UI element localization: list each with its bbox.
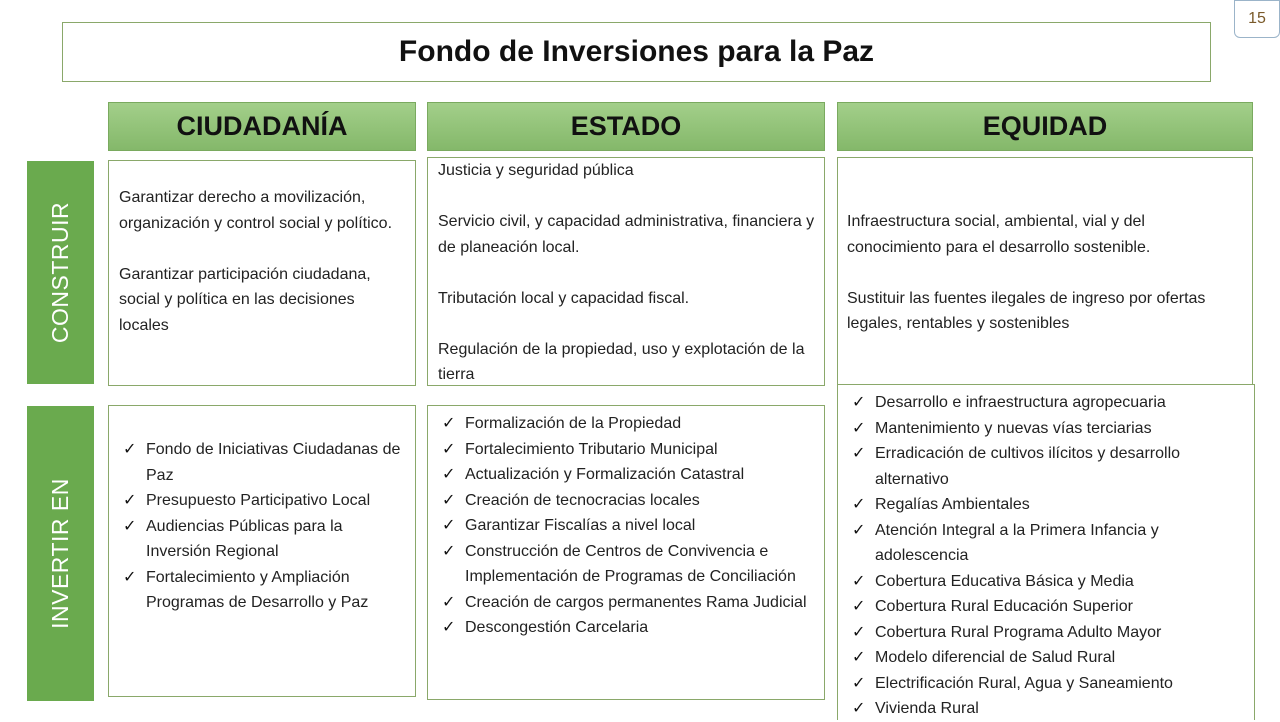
list-item: ✓ Presupuesto Participativo Local bbox=[117, 488, 407, 514]
check-icon: ✓ bbox=[852, 445, 866, 462]
list-item: ✓ Vivienda Rural bbox=[846, 696, 1250, 722]
column-header-estado: ESTADO bbox=[427, 102, 825, 151]
list-item: ✓ Cobertura Rural Educación Superior bbox=[846, 594, 1250, 620]
check-icon: ✓ bbox=[852, 700, 866, 717]
page-number: 15 bbox=[1234, 0, 1280, 38]
check-icon: ✓ bbox=[442, 466, 456, 483]
list-item: ✓ Formalización de la Propiedad bbox=[436, 411, 818, 437]
list-item: ✓ Mantenimiento y nuevas vías terciarias bbox=[846, 416, 1250, 442]
check-icon: ✓ bbox=[852, 674, 866, 692]
cell-construir-ciudadania bbox=[108, 160, 416, 386]
check-icon: ✓ bbox=[442, 440, 456, 458]
list-item: ✓ Cobertura Rural Programa Adulto Mayor bbox=[846, 620, 1250, 646]
cell-paragraph: Regulación de la propiedad, uso y explotación de la tierra bbox=[438, 340, 805, 383]
list-item: ✓ Construcción de Centros de Convivencia e Implementación de Programas de Conciliación bbox=[436, 539, 818, 590]
list-item: ✓ Creación de tecnocracias locales bbox=[436, 488, 818, 514]
check-icon: ✓ bbox=[852, 496, 866, 513]
list-item: ✓ Audiencias Públicas para la Inversión Regional bbox=[117, 514, 407, 565]
check-icon: ✓ bbox=[852, 623, 866, 641]
column-header-equidad: EQUIDAD bbox=[837, 102, 1253, 151]
check-icon: ✓ bbox=[852, 572, 866, 590]
list-item: ✓ Garantizar Fiscalías a nivel local bbox=[436, 513, 818, 539]
check-icon: ✓ bbox=[442, 619, 456, 636]
list-item: ✓ Fortalecimiento Tributario Municipal bbox=[436, 437, 818, 463]
cell-paragraph: Justicia y seguridad pública bbox=[438, 162, 634, 179]
check-icon: ✓ bbox=[442, 415, 456, 432]
check-icon: ✓ bbox=[123, 568, 137, 586]
cell-paragraph: Infraestructura social, ambiental, vial y del conocimiento para el desarrollo sostenible. bbox=[847, 213, 1151, 256]
list-item: ✓ Descongestión Carcelaria bbox=[436, 615, 818, 641]
row-header-invertir-label: INVERTIR EN bbox=[47, 478, 73, 629]
column-header-ciudadania: CIUDADANÍA bbox=[108, 102, 416, 151]
cell-paragraph: Garantizar participación ciudadana, social y política en las decisiones locales bbox=[119, 265, 371, 334]
cell-invertir-equidad bbox=[837, 384, 1255, 720]
row-header-construir bbox=[27, 161, 94, 384]
check-icon: ✓ bbox=[852, 521, 866, 539]
check-icon: ✓ bbox=[123, 441, 137, 458]
cell-paragraph: Garantizar derecho a movilización, organización y control social y político. bbox=[119, 189, 393, 232]
slide-title-box bbox=[62, 22, 1211, 82]
cell-invertir-ciudadania bbox=[108, 405, 416, 697]
check-icon: ✓ bbox=[852, 394, 866, 411]
slide-title: Fondo de Inversiones para la Paz bbox=[398, 35, 875, 68]
row-header-construir-label: CONSTRUIR bbox=[47, 201, 74, 344]
cell-paragraph: Tributación local y capacidad fiscal. bbox=[438, 289, 690, 307]
list-item: ✓ Fortalecimiento y Ampliación Programas de Desarrollo y Paz bbox=[117, 565, 407, 616]
list-item: ✓ Fondo de Iniciativas Ciudadanas de Paz bbox=[117, 437, 407, 488]
check-icon: ✓ bbox=[442, 517, 456, 534]
cell-construir-equidad bbox=[837, 157, 1253, 386]
check-list-equidad bbox=[846, 390, 1250, 722]
list-item: ✓ Desarrollo e infraestructura agropecuaria bbox=[846, 390, 1250, 416]
check-list-ciudadania bbox=[117, 437, 407, 616]
cell-paragraph: Sustituir las fuentes ilegales de ingreso por ofertas legales, rentables y sostenibles bbox=[847, 289, 1206, 332]
list-item: ✓ Regalías Ambientales bbox=[846, 492, 1250, 518]
list-item: ✓ Cobertura Educativa Básica y Media bbox=[846, 569, 1250, 595]
check-icon: ✓ bbox=[852, 598, 866, 615]
check-icon: ✓ bbox=[852, 419, 866, 437]
list-item: ✓ Creación de cargos permanentes Rama Judicial bbox=[436, 590, 818, 616]
check-icon: ✓ bbox=[442, 491, 456, 509]
list-item: ✓ Actualización y Formalización Catastral bbox=[436, 462, 818, 488]
list-item: ✓ Atención Integral a la Primera Infancia y adolescencia bbox=[846, 518, 1250, 569]
check-list-estado bbox=[436, 411, 818, 641]
check-icon: ✓ bbox=[123, 492, 137, 509]
list-item: ✓ Erradicación de cultivos ilícitos y desarrollo alternativo bbox=[846, 441, 1250, 492]
check-icon: ✓ bbox=[852, 649, 866, 666]
check-icon: ✓ bbox=[123, 517, 137, 535]
check-icon: ✓ bbox=[442, 593, 456, 611]
cell-paragraph: Servicio civil, y capacidad administrativa, financiera y de planeación local. bbox=[438, 213, 815, 256]
row-header-invertir bbox=[27, 406, 94, 701]
cell-construir-estado bbox=[427, 157, 825, 386]
check-icon: ✓ bbox=[442, 542, 456, 560]
list-item: ✓ Modelo diferencial de Salud Rural bbox=[846, 645, 1250, 671]
cell-invertir-estado bbox=[427, 405, 825, 700]
list-item: ✓ Electrificación Rural, Agua y Saneamiento bbox=[846, 671, 1250, 697]
